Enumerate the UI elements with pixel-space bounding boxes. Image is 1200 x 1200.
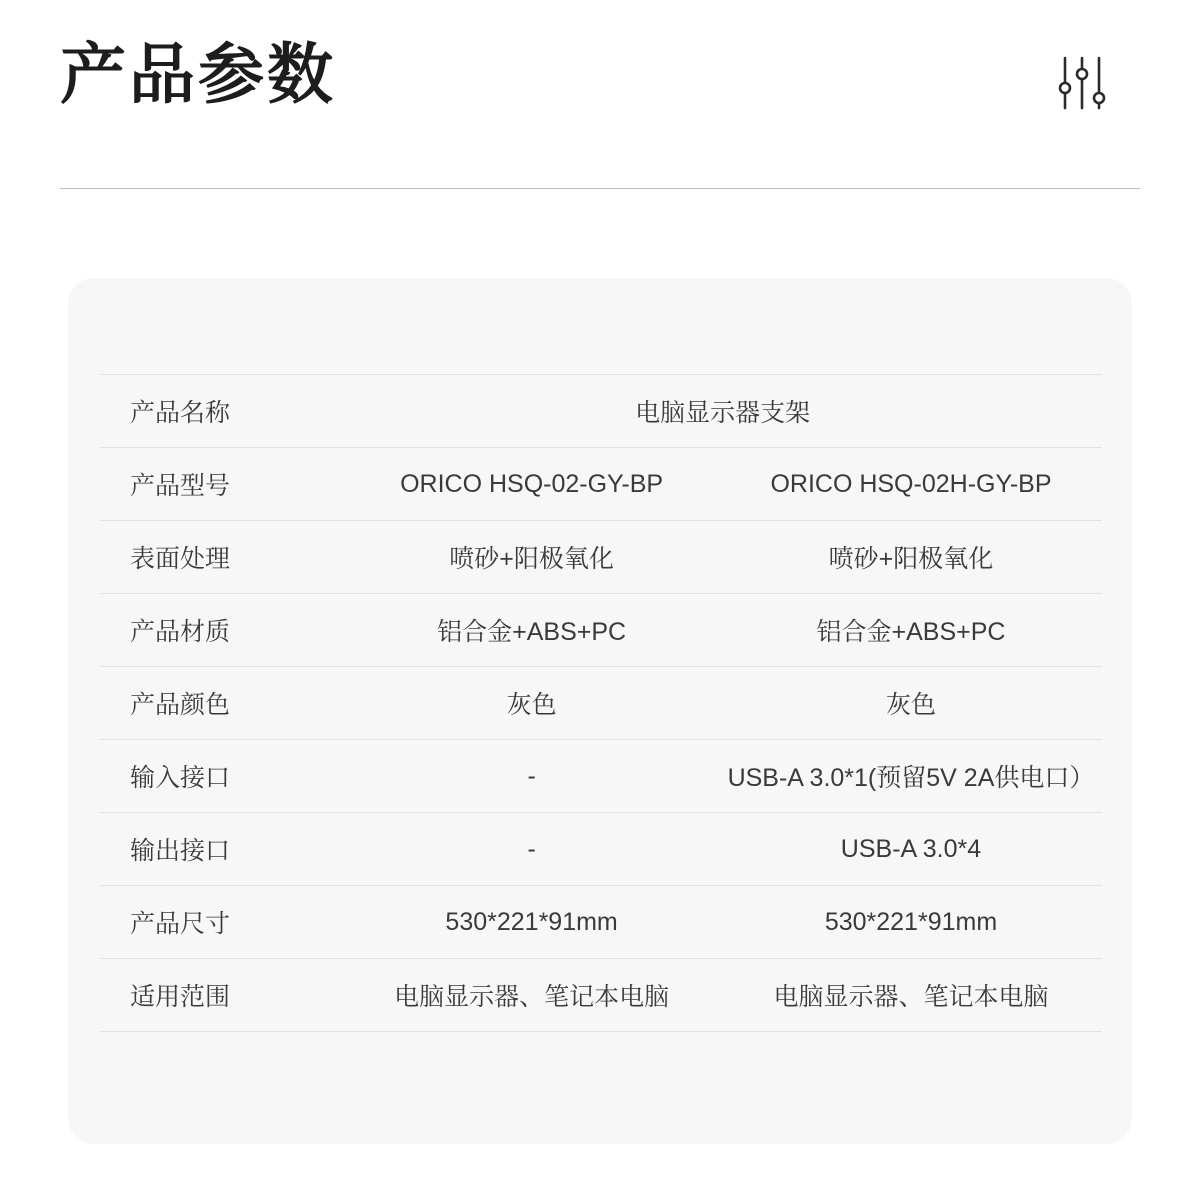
- row-label: 适用范围: [100, 959, 343, 1032]
- table-row: [100, 375, 1102, 448]
- row-label: 输入接口: [100, 740, 343, 813]
- row-value-a: ORICO HSQ-02-GY-BP: [343, 448, 720, 521]
- row-value-b: USB-A 3.0*1(预留5V 2A供电口）: [720, 740, 1102, 813]
- header-divider: [60, 188, 1140, 189]
- table-row: [100, 813, 1102, 886]
- row-label: 表面处理: [100, 521, 343, 594]
- row-value-b: 灰色: [720, 667, 1102, 740]
- spec-card: [68, 278, 1132, 1144]
- row-value-merged: 电脑显示器支架: [343, 375, 1102, 448]
- page-title: 产品参数: [60, 37, 336, 111]
- row-value-b: 铝合金+ABS+PC: [720, 594, 1102, 667]
- row-value-a: 530*221*91mm: [343, 886, 720, 959]
- row-value-a: 喷砂+阳极氧化: [343, 521, 720, 594]
- row-label: 产品颜色: [100, 667, 343, 740]
- row-label: 输出接口: [100, 813, 343, 886]
- table-row: [100, 667, 1102, 740]
- row-label: 产品材质: [100, 594, 343, 667]
- row-label: 产品型号: [100, 448, 343, 521]
- row-value-a: 铝合金+ABS+PC: [343, 594, 720, 667]
- row-value-b: 电脑显示器、笔记本电脑: [720, 959, 1102, 1032]
- row-value-a: 电脑显示器、笔记本电脑: [343, 959, 720, 1032]
- page-header: [0, 0, 1200, 190]
- row-value-a: -: [343, 813, 720, 886]
- sliders-icon: [1056, 52, 1118, 114]
- table-row: [100, 959, 1102, 1032]
- row-value-a: 灰色: [343, 667, 720, 740]
- row-label: 产品名称: [100, 375, 343, 448]
- row-value-b: 喷砂+阳极氧化: [720, 521, 1102, 594]
- table-row: [100, 594, 1102, 667]
- row-value-a: -: [343, 740, 720, 813]
- row-value-b: ORICO HSQ-02H-GY-BP: [720, 448, 1102, 521]
- table-row: [100, 886, 1102, 959]
- row-label: 产品尺寸: [100, 886, 343, 959]
- table-row: [100, 740, 1102, 813]
- table-row: [100, 448, 1102, 521]
- row-value-b: USB-A 3.0*4: [720, 813, 1102, 886]
- table-row: [100, 521, 1102, 594]
- spec-table: [100, 374, 1102, 1032]
- row-value-b: 530*221*91mm: [720, 886, 1102, 959]
